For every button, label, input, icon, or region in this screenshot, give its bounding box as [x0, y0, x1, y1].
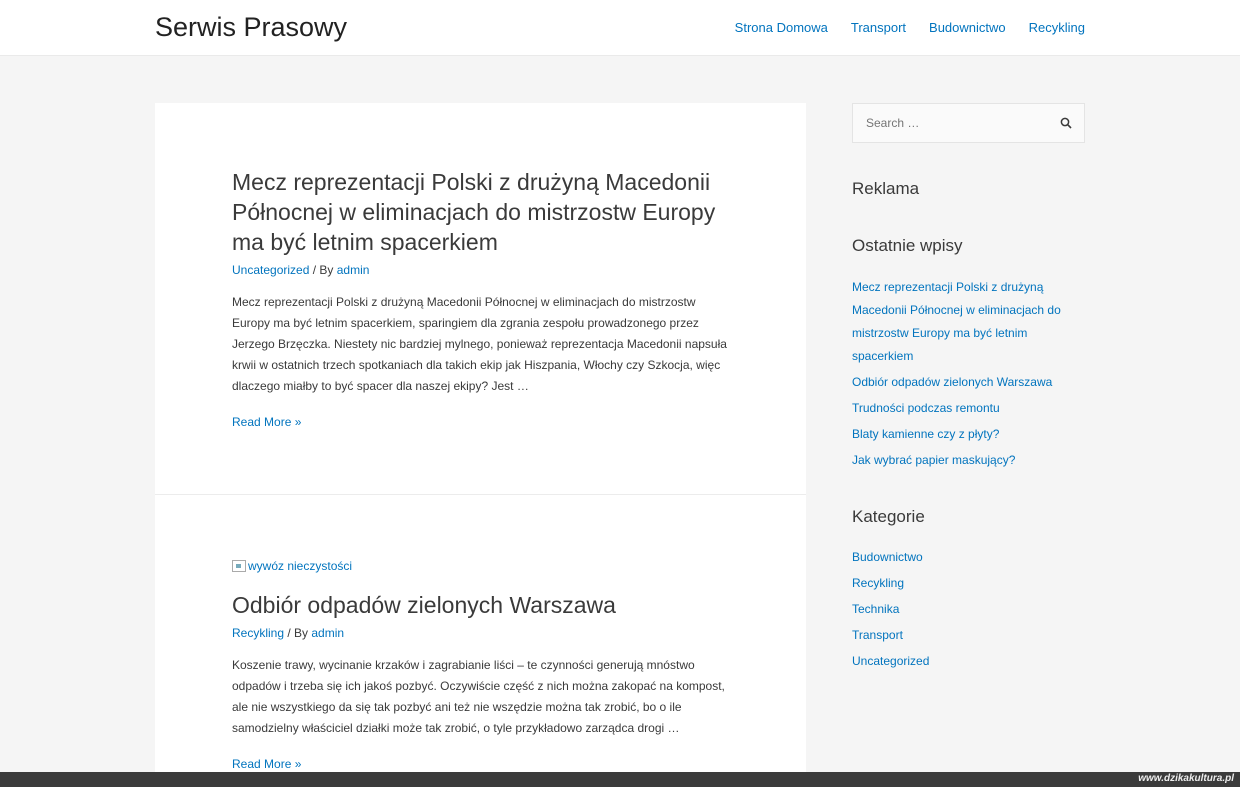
sidebar [852, 103, 1085, 677]
read-more-link[interactable]: Read More » [232, 415, 302, 429]
post-article [155, 495, 806, 787]
nav-item-budownictwo[interactable]: Budownictwo [929, 20, 1006, 35]
post-meta [232, 626, 729, 640]
category-link-budownictwo[interactable]: Budownictwo [852, 550, 923, 564]
category-link-uncategorized[interactable]: Uncategorized [852, 654, 930, 668]
recent-post-link[interactable]: Blaty kamienne czy z płyty? [852, 427, 1000, 441]
post-excerpt: Mecz reprezentacji Polski z drużyną Macedonii Północnej w eliminacjach do mistrzostw Europy ma być letnim spacerkiem, sparingiem dla zgrania zespołu prowadzonego przez Jerzego Brzęczka. Niestety nic bardziej mylnego, ponieważ reprezentacja Macedonii napsuła krwii w ostatnich trzech spotkaniach dla takich ekip jak Hiszpania, Włochy czy Szkocja, więc dlaczego miałby to być spacer dla naszej ekipy? Jest … [232, 295, 727, 393]
post-thumbnail-alt: wywóz nieczystości [248, 559, 353, 573]
site-title[interactable]: Serwis Prasowy [155, 12, 348, 42]
watermark-text: www.dzikakultura.pl [1138, 773, 1234, 784]
post-title[interactable]: Mecz reprezentacji Polski z drużyną Macedonii Północnej w eliminacjach do mistrzostw Europy ma być letnim spacerkiem [232, 169, 716, 255]
nav-item-strona-domowa[interactable]: Strona Domowa [734, 20, 828, 35]
nav-item-transport[interactable]: Transport [850, 20, 907, 35]
post-category-link[interactable]: Recykling [232, 626, 285, 640]
watermark-bar [0, 772, 1240, 787]
post-meta [232, 263, 729, 277]
post-excerpt: Koszenie trawy, wycinanie krzaków i zagrabianie liści – te czynności generują mnóstwo odpadów i trzeba się ich jakoś pozbyć. Oczywiście część z nich można zakopać na kompost, ale nie wszystkiego da się tak pozbyć ani też nie wszędzie można tak zrobić, bo o ile samodzielny właściciel działki może tak zrobić, o tyle przykładowo zarządca drogi … [232, 658, 725, 735]
post-article [155, 103, 806, 495]
widget-recent-posts [852, 236, 1085, 472]
recent-post-link[interactable]: Jak wybrać papier maskujący? [852, 453, 1016, 467]
category-link-recykling[interactable]: Recykling [852, 576, 905, 590]
widget-title-categories: Kategorie [852, 507, 925, 526]
nav-item-recykling[interactable]: Recykling [1028, 20, 1085, 35]
post-author-link[interactable]: admin [311, 626, 345, 640]
main-navigation [712, 20, 1085, 35]
widget-reklama [852, 179, 1085, 199]
recent-post-link[interactable]: Mecz reprezentacji Polski z drużyną Macedonii Północnej w eliminacjach do mistrzostw Europy ma być letnim spacerkiem [852, 280, 1061, 363]
category-link-transport[interactable]: Transport [852, 628, 903, 642]
post-category-link[interactable]: Uncategorized [232, 263, 310, 277]
read-more-link[interactable]: Read More » [232, 757, 302, 771]
search-input[interactable] [853, 104, 1043, 142]
post-thumbnail[interactable] [232, 559, 729, 573]
category-link-technika[interactable]: Technika [852, 602, 900, 616]
widget-title-recent: Ostatnie wpisy [852, 236, 963, 255]
recent-post-link[interactable]: Trudności podczas remontu [852, 401, 1000, 415]
post-author-link[interactable]: admin [336, 263, 370, 277]
widget-title-reklama: Reklama [852, 179, 920, 198]
post-meta-by: / By [309, 263, 337, 277]
search-icon[interactable] [1060, 117, 1072, 129]
site-header [0, 0, 1240, 56]
main-content [155, 103, 806, 787]
broken-image-icon [232, 560, 246, 572]
recent-post-link[interactable]: Odbiór odpadów zielonych Warszawa [852, 375, 1053, 389]
widget-categories [852, 507, 1085, 671]
post-meta-by: / By [284, 626, 312, 640]
search-form [852, 103, 1085, 143]
post-title[interactable]: Odbiór odpadów zielonych Warszawa [232, 592, 616, 618]
